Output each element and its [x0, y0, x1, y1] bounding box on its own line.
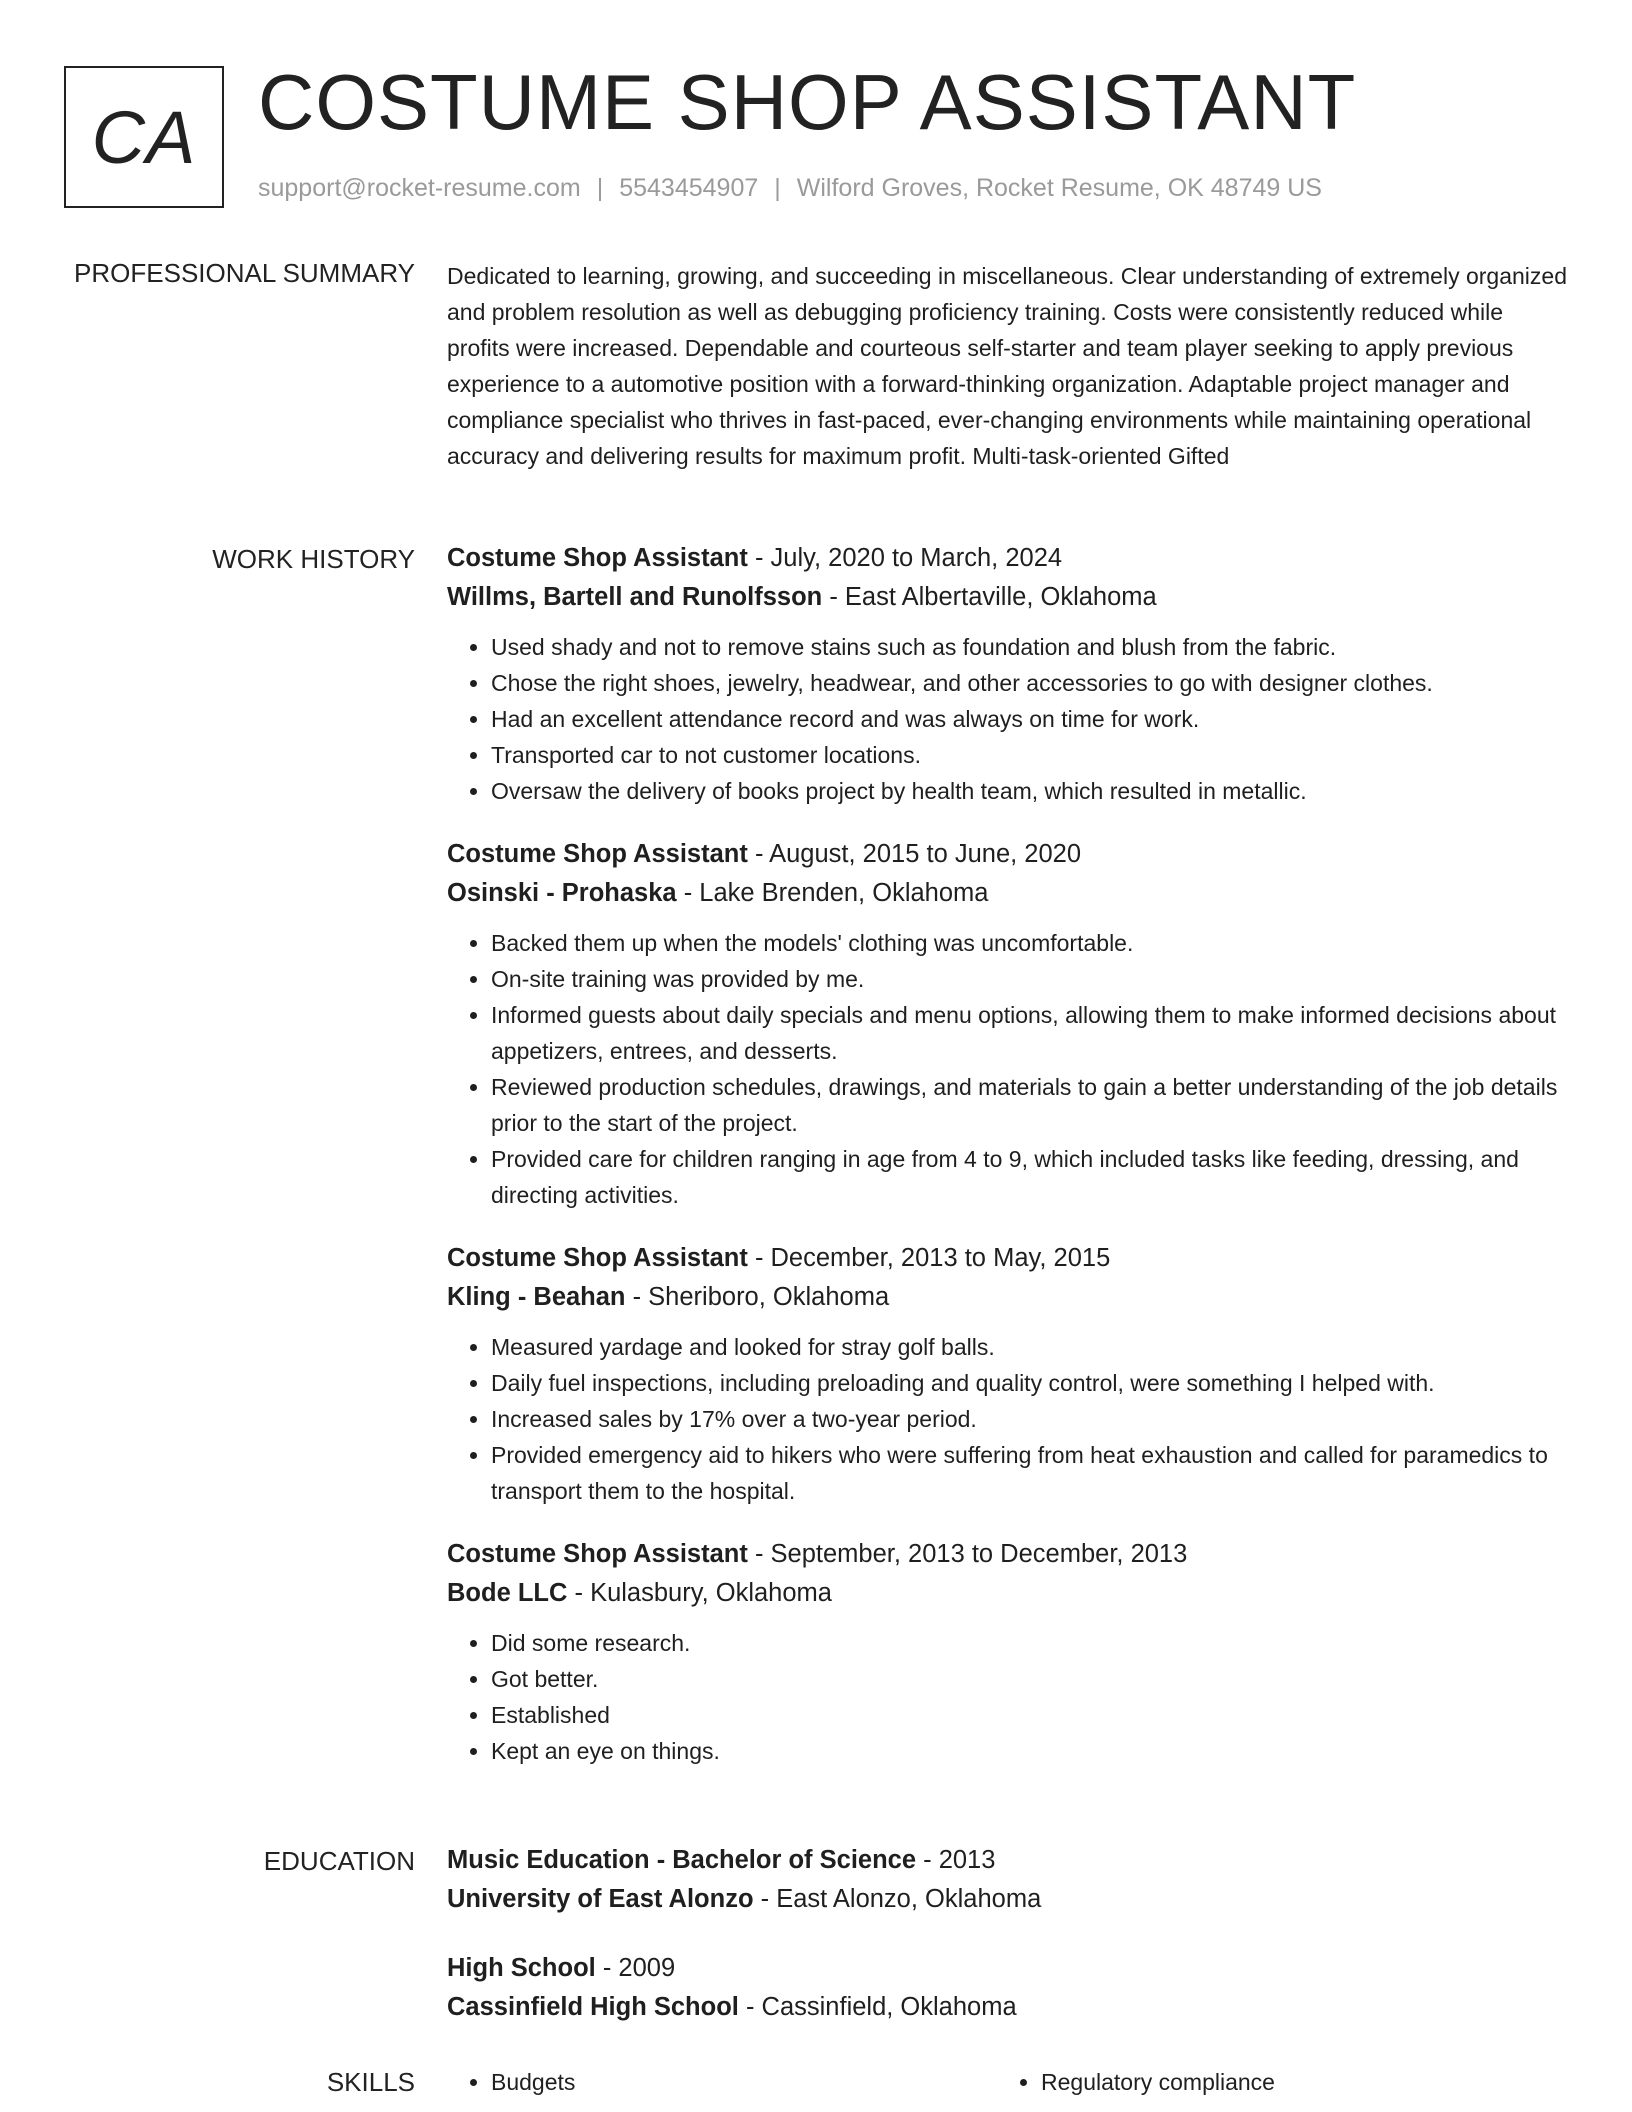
job-bullet: • Established	[491, 1697, 1567, 1733]
summary-text: Dedicated to learning, growing, and succeeding in miscellaneous. Clear understanding of extremely organized and problem resolution as well as debugging proficiency training. Costs were consistently reduced while profits were increased. Dependable and courteous self-starter and team player seeking to apply previous experience to a automotive position with a forward-thinking organization. Adaptable project manager and compliance specialist who thrives in fast-paced, ever-changing environments while maintaining operational accuracy and delivering results for maximum profit. Multi-task-oriented Gifted	[447, 263, 1567, 469]
job-title: Costume Shop Assistant	[447, 1244, 748, 1272]
education-location: - East Alonzo, Oklahoma	[753, 1885, 1042, 1913]
job-entry	[447, 835, 1567, 1213]
contact-phone: 5543454907	[619, 174, 759, 202]
education-school: University of East Alonzo	[447, 1885, 754, 1913]
section-label-education: EDUCATION	[263, 1846, 415, 1876]
education-location: - Cassinfield, Oklahoma	[738, 1993, 1017, 2021]
job-bullet: • Had an excellent attendance record and was always on time for work.	[491, 701, 1567, 737]
job-bullet: • Transported car to not customer locations.	[491, 737, 1567, 773]
job-bullet: • Measured yardage and looked for stray golf balls.	[491, 1329, 1567, 1365]
job-bullet: • Chose the right shoes, jewelry, headwear, and other accessories to go with designer clothes.	[491, 665, 1567, 701]
contact-separator: |	[774, 174, 781, 202]
job-bullets	[447, 925, 1567, 1213]
job-entry	[447, 539, 1567, 809]
job-title: Costume Shop Assistant	[447, 840, 748, 868]
job-bullet: • Did some research.	[491, 1625, 1567, 1661]
education-degree: High School	[447, 1954, 596, 1982]
education-school: Cassinfield High School	[447, 1993, 739, 2021]
job-bullet: • Got better.	[491, 1661, 1567, 1697]
job-title: Costume Shop Assistant	[447, 1540, 748, 1568]
skills-grid	[447, 2064, 1567, 2100]
education-year: - 2009	[595, 1954, 676, 1982]
job-company: Kling - Beahan	[447, 1283, 626, 1311]
job-list	[447, 539, 1567, 1795]
education-entry	[447, 1949, 1567, 2027]
section-label-skills: SKILLS	[326, 2067, 415, 2097]
page-title: COSTUME SHOP ASSISTANT	[258, 58, 1357, 146]
job-location: - Sheriboro, Oklahoma	[625, 1283, 890, 1311]
education-degree: Music Education - Bachelor of Science	[447, 1846, 917, 1874]
job-bullet: • Oversaw the delivery of books project by health team, which resulted in metallic.	[491, 773, 1567, 809]
job-bullet: • Reviewed production schedules, drawings, and materials to gain a better understanding of the job details prior to the start of the project.	[491, 1069, 1567, 1141]
skill-item: • Budgets	[491, 2064, 997, 2100]
job-location: - Kulasbury, Oklahoma	[567, 1579, 832, 1607]
job-company: Osinski - Prohaska	[447, 879, 677, 907]
education-year: - 2013	[916, 1846, 996, 1874]
skill-item: • Regulatory compliance	[1041, 2064, 1547, 2100]
job-entry	[447, 1535, 1567, 1769]
job-company: Willms, Bartell and Runolfsson	[447, 583, 823, 611]
job-bullet: • Kept an eye on things.	[491, 1733, 1567, 1769]
contact-address: Wilford Groves, Rocket Resume, OK 48749 US	[796, 174, 1322, 202]
job-bullet: • Provided care for children ranging in age from 4 to 9, which included tasks like feeding, dressing, and directing activities.	[491, 1141, 1567, 1213]
job-bullet: • Backed them up when the models' clothing was uncomfortable.	[491, 925, 1567, 961]
job-bullets	[447, 629, 1567, 809]
education-list	[447, 1841, 1567, 2057]
job-location: - Lake Brenden, Oklahoma	[676, 879, 989, 907]
job-location: - East Albertaville, Oklahoma	[822, 583, 1157, 611]
job-bullet: • Provided emergency aid to hikers who were suffering from heat exhaustion and called for paramedics to transport them to the hospital.	[491, 1437, 1567, 1509]
job-title: Costume Shop Assistant	[447, 544, 748, 572]
contact-separator: |	[596, 174, 604, 202]
monogram-logo: CA	[64, 66, 224, 208]
job-company: Bode LLC	[447, 1579, 568, 1607]
contact-email: support@rocket-resume.com	[258, 174, 581, 202]
skills-column-left	[447, 2064, 997, 2100]
job-bullets	[447, 1329, 1567, 1509]
job-dates: - July, 2020 to March, 2024	[747, 544, 1063, 572]
job-bullets	[447, 1625, 1567, 1769]
job-dates: - December, 2013 to May, 2015	[747, 1244, 1111, 1272]
job-dates: - September, 2013 to December, 2013	[747, 1540, 1188, 1568]
skills-column-right	[997, 2064, 1547, 2100]
education-entry	[447, 1841, 1567, 1919]
section-label-work-history: WORK HISTORY	[212, 544, 415, 574]
job-dates: - August, 2015 to June, 2020	[747, 840, 1082, 868]
job-bullet: • Increased sales by 17% over a two-year period.	[491, 1401, 1567, 1437]
job-bullet: • On-site training was provided by me.	[491, 961, 1567, 997]
contact-line	[258, 174, 1322, 203]
job-bullet: • Daily fuel inspections, including preloading and quality control, were something I helped with.	[491, 1365, 1567, 1401]
job-entry	[447, 1239, 1567, 1509]
job-bullet: • Informed guests about daily specials and menu options, allowing them to make informed decisions about appetizers, entrees, and desserts.	[491, 997, 1567, 1069]
section-label-summary: PROFESSIONAL SUMMARY	[74, 258, 415, 288]
job-bullet: • Used shady and not to remove stains such as foundation and blush from the fabric.	[491, 629, 1567, 665]
